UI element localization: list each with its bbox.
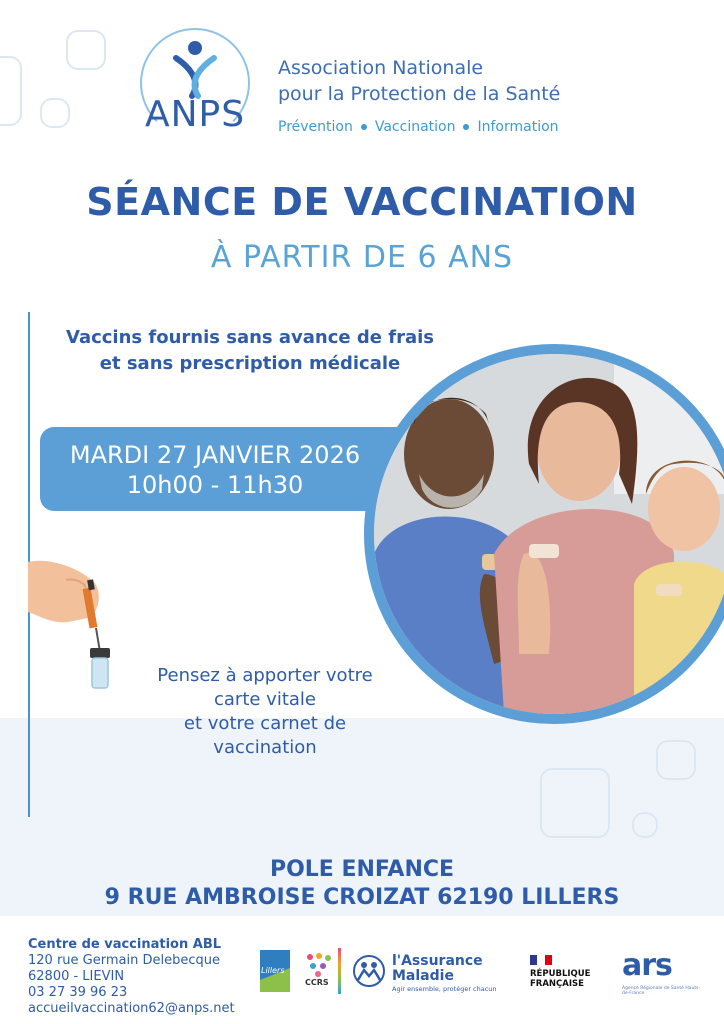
lillers-label: Lillers [261,966,285,975]
page-title: SÉANCE DE VACCINATION [86,180,638,224]
event-time: 10h00 - 11h30 [126,471,304,499]
assurance-maladie-figures-icon [352,954,386,988]
centre-street: 120 rue Germain Delebecque [28,953,220,968]
centre-name: Centre de vaccination ABL [28,937,222,952]
republique-line1: RÉPUBLIQUE [530,969,591,979]
republique-line2: FRANÇAISE [530,979,584,989]
assurance-line2: Maladie [392,968,454,984]
assurance-line1: l'Assurance [392,953,483,969]
organization-tagline [278,119,559,135]
logo-text: ANPS [144,94,246,135]
republique-francaise-logo [530,950,600,994]
date-time [40,440,390,500]
decorative-square [540,768,610,838]
reminder-line1: Pensez à apporter votre [157,665,373,686]
organization-name [278,55,560,107]
partner-divider [338,948,341,994]
ccrs-logo [304,952,334,992]
decorative-square [632,812,658,838]
decorative-square [66,30,106,70]
centre-phone: 03 27 39 96 23 [28,985,128,1000]
bullet-dot [463,124,469,130]
org-name-line2: pour la Protection de la Santé [278,83,561,105]
reminder-line4: vaccination [213,737,317,758]
contact-block [28,937,235,1017]
family-photo [364,344,724,724]
ars-logo [622,948,702,996]
assurance-tagline: Agir ensemble, protéger chacun [392,985,497,993]
conditions-line1: Vaccins fournis sans avance de frais [66,327,434,348]
family-illustration [374,354,724,714]
reminder-line3: et votre carnet de [183,713,347,734]
ccrs-label: CCRS [305,978,329,987]
conditions-text [40,325,460,377]
ars-wordmark: ars [622,948,672,983]
event-date: MARDI 27 JANVIER 2026 [69,441,361,469]
ars-subtitle: Agence Régionale de Santé Hauts-de-France [622,986,701,996]
org-name-line1: Association Nationale [278,57,484,79]
bullet-dot [361,124,367,130]
centre-email[interactable]: accueilvaccination62@anps.net [28,1001,235,1016]
location-name: POLE ENFANCE [269,857,455,882]
decorative-square [0,56,22,126]
reminder-line2: carte vitale [214,689,316,710]
decorative-square [656,740,696,780]
reminder-text [120,664,410,760]
page-subtitle: À PARTIR DE 6 ANS [210,240,514,275]
french-flag-icon [530,955,552,965]
centre-city: 62800 - LIEVIN [28,969,125,984]
anps-logo [132,28,258,138]
decorative-square [40,98,70,128]
lillers-logo [260,950,290,992]
tagline-item: Vaccination [374,119,456,135]
conditions-line2: et sans prescription médicale [99,353,401,374]
location [0,856,724,912]
tagline-item: Prévention [278,119,353,135]
location-address: 9 RUE AMBROISE CROIZAT 62190 LILLERS [104,885,620,910]
assurance-maladie-logo [352,950,497,994]
tagline-item: Information [477,119,559,135]
person-icon [170,40,220,100]
syringe-icon [28,552,124,692]
ccrs-dots [304,952,334,978]
